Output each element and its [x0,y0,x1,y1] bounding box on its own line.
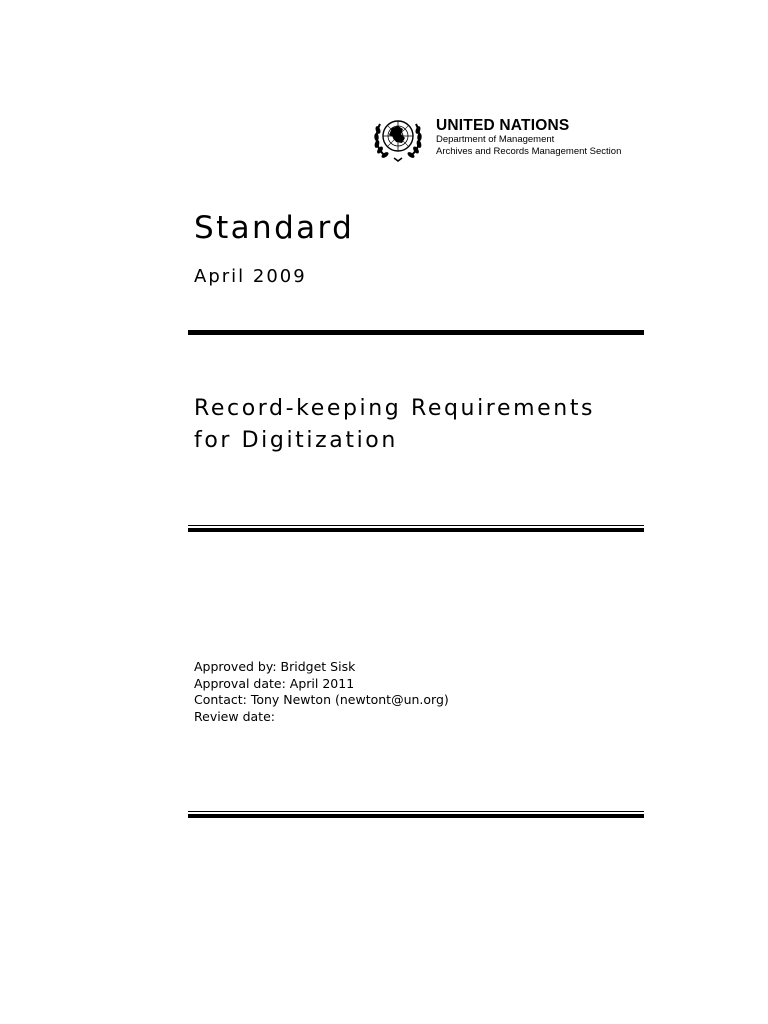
contact: Contact: Tony Newton (newtont@un.org) [194,692,449,707]
divider-middle-thick [188,528,644,532]
divider-bottom-thick [188,814,644,818]
divider-middle-thin [188,525,644,526]
document-title [194,393,595,457]
divider-bottom-thin [188,811,644,812]
document-title-line-1: Record-keeping Requirements [194,396,596,421]
approval-date: Approval date: April 2011 [194,675,355,691]
section-name: Archives and Records Management Section [436,146,622,157]
divider-top [188,330,644,335]
org-text [436,117,621,158]
un-emblem-icon [372,112,424,164]
review-date: Review date: [194,708,275,724]
approved-by: Approved by: Bridget Sisk [194,659,356,674]
document-metadata [194,659,449,725]
un-logo-block [372,112,642,164]
department-name: Department of Management [436,134,555,145]
document-type: Standard [194,210,355,246]
document-title-line-2: for Digitization [194,428,398,453]
organization-name: UNITED NATIONS [436,117,570,134]
document-date: April 2009 [194,266,307,287]
